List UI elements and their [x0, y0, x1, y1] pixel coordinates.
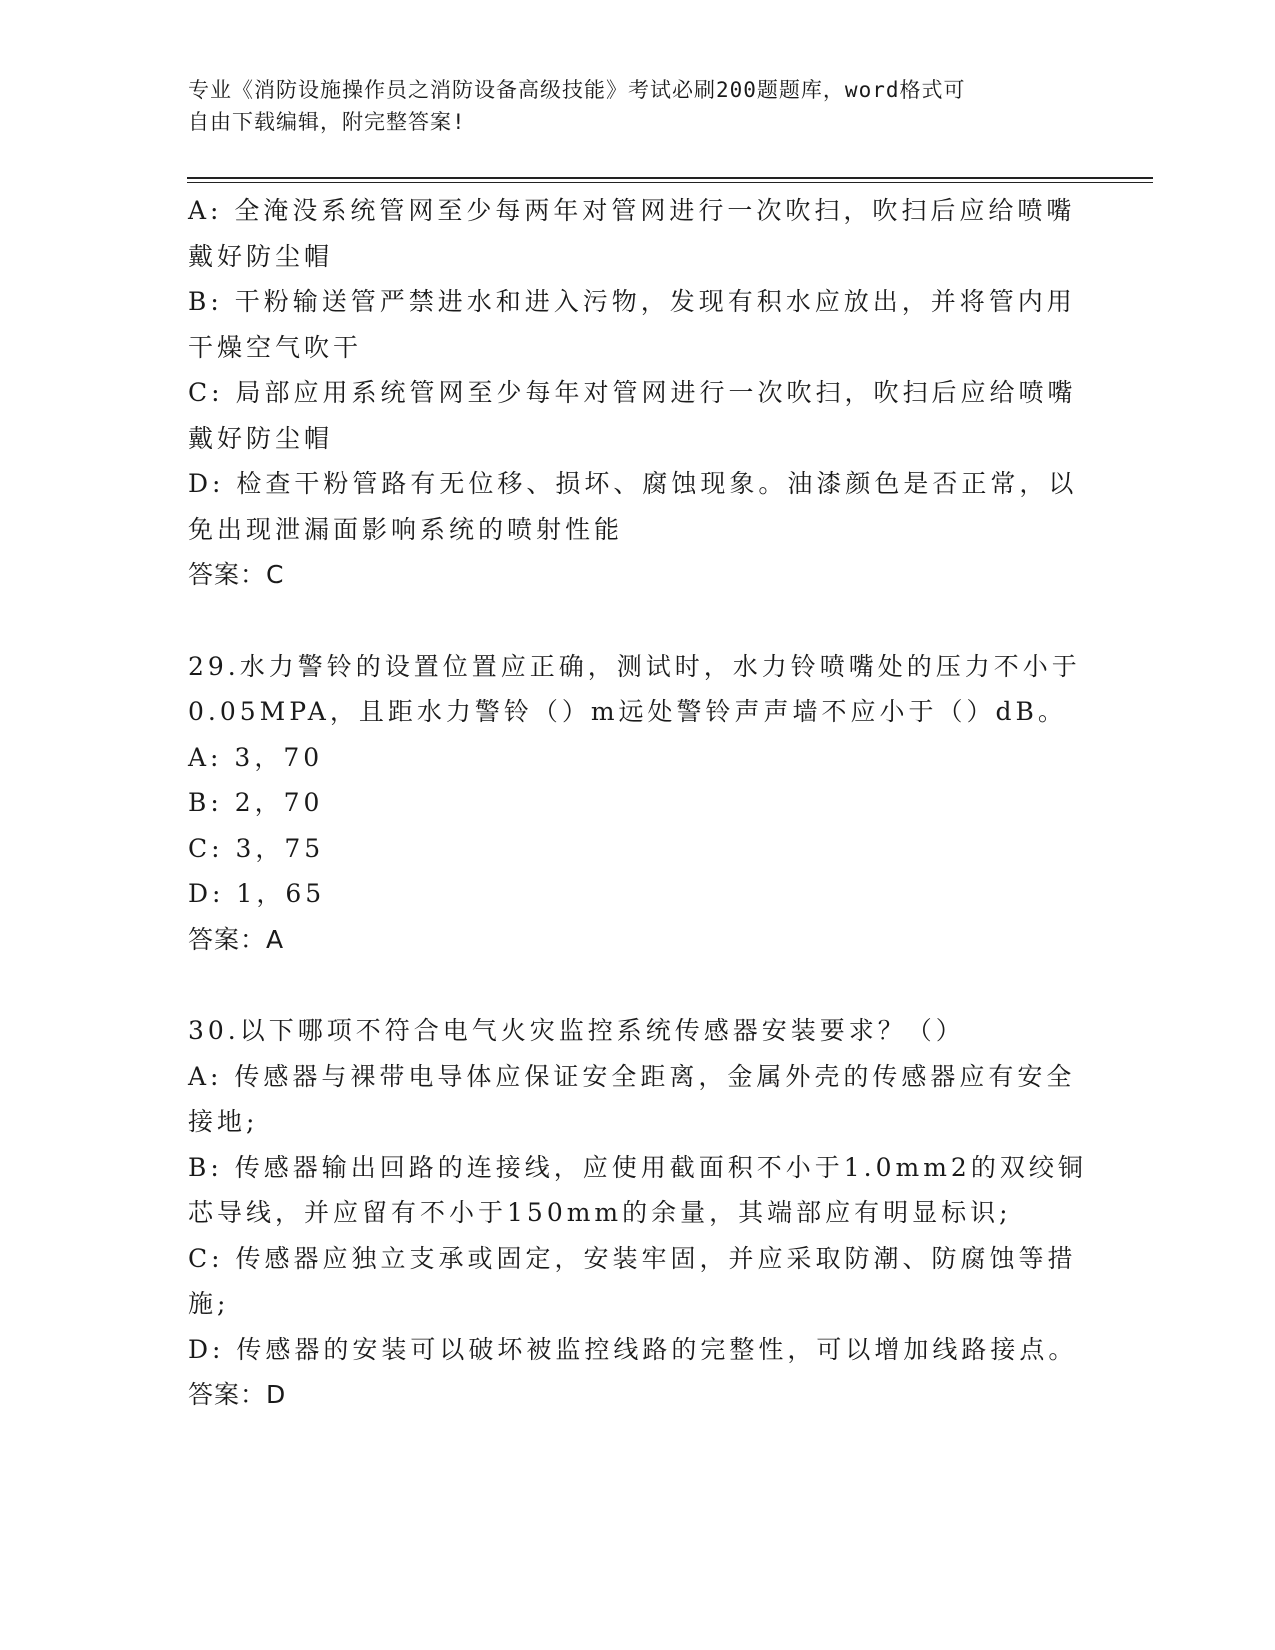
question-29-stem-line-1: 29.水力警铃的设置位置应正确，测试时，水力铃喷嘴处的压力不小于: [188, 651, 1081, 681]
header-line-2: 自由下载编辑，附完整答案!: [188, 110, 466, 134]
answer-28: 答案：C: [188, 560, 285, 589]
question-content: [188, 188, 1088, 1418]
option-d-line-1: D: 检查干粉管路有无位移、损坏、腐蚀现象。油漆颜色是否正常，以: [188, 469, 1078, 498]
option-c-line-2: 戴好防尘帽: [188, 423, 334, 453]
spacer: [188, 962, 1088, 1008]
question-28-options: [188, 188, 1088, 598]
option-a-line-2: 戴好防尘帽: [188, 241, 334, 271]
option-d: D: 1，65: [188, 879, 326, 908]
option-b-line-2: 芯导线，并应留有不小于150mm的余量，其端部应有明显标识;: [188, 1198, 1012, 1227]
option-c-line-1: C: 局部应用系统管网至少每年对管网进行一次吹扫，吹扫后应给喷嘴: [188, 378, 1077, 407]
header-line-1: 专业《消防设施操作员之消防设备高级技能》考试必刷200题题库，word格式可: [188, 78, 966, 102]
option-a-line-1: A: 传感器与裸带电导体应保证安全距离，金属外壳的传感器应有安全: [188, 1061, 1076, 1091]
option-b-line-2: 干燥空气吹干: [188, 332, 363, 362]
answer-29: 答案：A: [188, 924, 285, 954]
document-header: [188, 74, 1068, 138]
option-c: C: 3，75: [188, 833, 325, 863]
question-29: [188, 644, 1088, 963]
option-b: B: 2，70: [188, 788, 324, 817]
option-b-line-1: B: 传感器输出回路的连接线，应使用截面积不小于1.0mm2的双绞铜: [188, 1152, 1087, 1182]
option-b-line-1: B: 干粉输送管严禁进水和进入污物，发现有积水应放出，并将管内用: [188, 287, 1076, 316]
option-a: A: 3，70: [188, 742, 324, 772]
option-a-line-1: A: 全淹没系统管网至少每两年对管网进行一次吹扫，吹扫后应给喷嘴: [188, 196, 1076, 225]
question-29-stem-line-2: 0.05MPA，且距水力警铃（）m远处警铃声声墙不应小于（）dB。: [188, 697, 1067, 726]
option-d-line-2: 免出现泄漏面影响系统的喷射性能: [188, 514, 624, 544]
option-d-line-1: D: 传感器的安装可以破坏被监控线路的完整性，可以增加线路接点。: [188, 1334, 1078, 1364]
option-c-line-2: 施;: [188, 1289, 230, 1318]
answer-30: 答案：D: [188, 1380, 287, 1409]
option-a-line-2: 接地;: [188, 1107, 259, 1136]
spacer: [188, 598, 1088, 644]
question-30-stem: 30.以下哪项不符合电气火灾监控系统传感器安装要求？（）: [188, 1016, 965, 1045]
option-c-line-1: C: 传感器应独立支承或固定，安装牢固，并应采取防潮、防腐蚀等措: [188, 1243, 1077, 1273]
question-30: [188, 1008, 1088, 1418]
header-divider: [187, 177, 1153, 183]
